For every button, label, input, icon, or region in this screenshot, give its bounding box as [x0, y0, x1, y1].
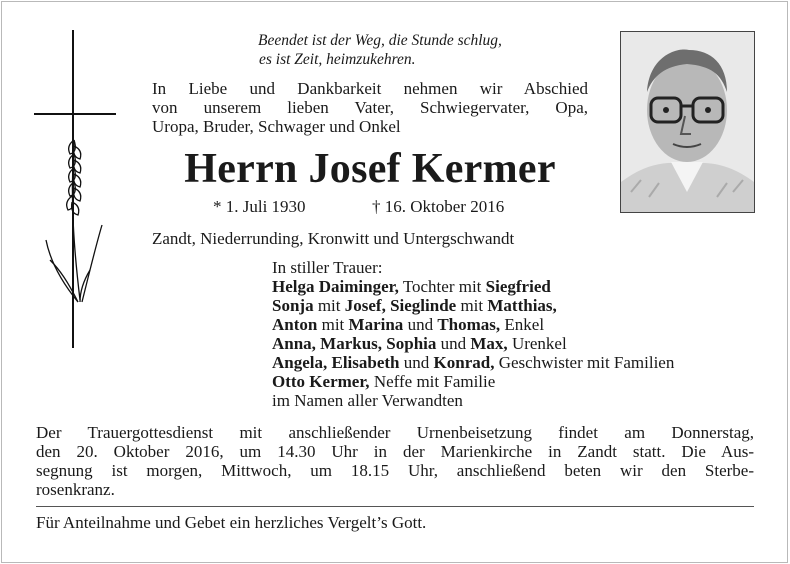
poem-line: Beendet ist der Weg, die Stunde schlug, [258, 32, 502, 49]
service-announcement [36, 423, 754, 499]
mourner-line: Helga Daiminger, Tochter mit Siegfried [272, 277, 551, 296]
service-line: den 20. Oktober 2016, um 14.30 Uhr in der Marienkirche in Zandt statt. Die Aus- [36, 442, 754, 461]
death-date: † 16. Oktober 2016 [372, 197, 505, 216]
birth-date: * 1. Juli 1930 [213, 197, 306, 216]
places-line: Zandt, Niederrunding, Kronwitt und Untergschwandt [152, 229, 515, 248]
deceased-name: Herrn Josef Kermer [184, 146, 556, 192]
divider [36, 506, 754, 507]
intro-text [152, 79, 588, 136]
service-line: segnung ist morgen, Mittwoch, um 18.15 Uhr, anschließend beten wir den Sterbe- [36, 461, 754, 480]
mourner-line: Angela, Elisabeth und Konrad, Geschwister mit Familien [272, 353, 675, 372]
poem-quote [258, 31, 502, 69]
intro-line: Uropa, Bruder, Schwager und Onkel [152, 117, 401, 136]
service-line: rosenkranz. [36, 480, 115, 499]
mourners-list [272, 258, 772, 410]
portrait-icon [621, 32, 754, 212]
mourner-line: Sonja mit Josef, Sieglinde mit Matthias, [272, 296, 557, 315]
mourner-line: Anna, Markus, Sophia und Max, Urenkel [272, 334, 567, 353]
intro-line: von unserem lieben Vater, Schwiegervater, Opa, [152, 98, 588, 117]
portrait-photo [620, 31, 755, 213]
thanks-line: Für Anteilnahme und Gebet ein herzliches Vergelt’s Gott. [36, 513, 427, 532]
poem-line: es ist Zeit, heimzukehren. [259, 51, 416, 68]
service-line: Der Trauergottesdienst mit anschließender Urnenbeisetzung findet am Donnerstag, [36, 423, 754, 442]
intro-line: In Liebe und Dankbarkeit nehmen wir Abschied [152, 79, 588, 98]
mourner-line: im Namen aller Verwandten [272, 391, 463, 410]
mourners-heading: In stiller Trauer: [272, 258, 383, 277]
cross-with-wheat-icon [30, 30, 120, 350]
mourner-line: Anton mit Marina und Thomas, Enkel [272, 315, 545, 334]
mourner-line: Otto Kermer, Neffe mit Familie [272, 372, 496, 391]
